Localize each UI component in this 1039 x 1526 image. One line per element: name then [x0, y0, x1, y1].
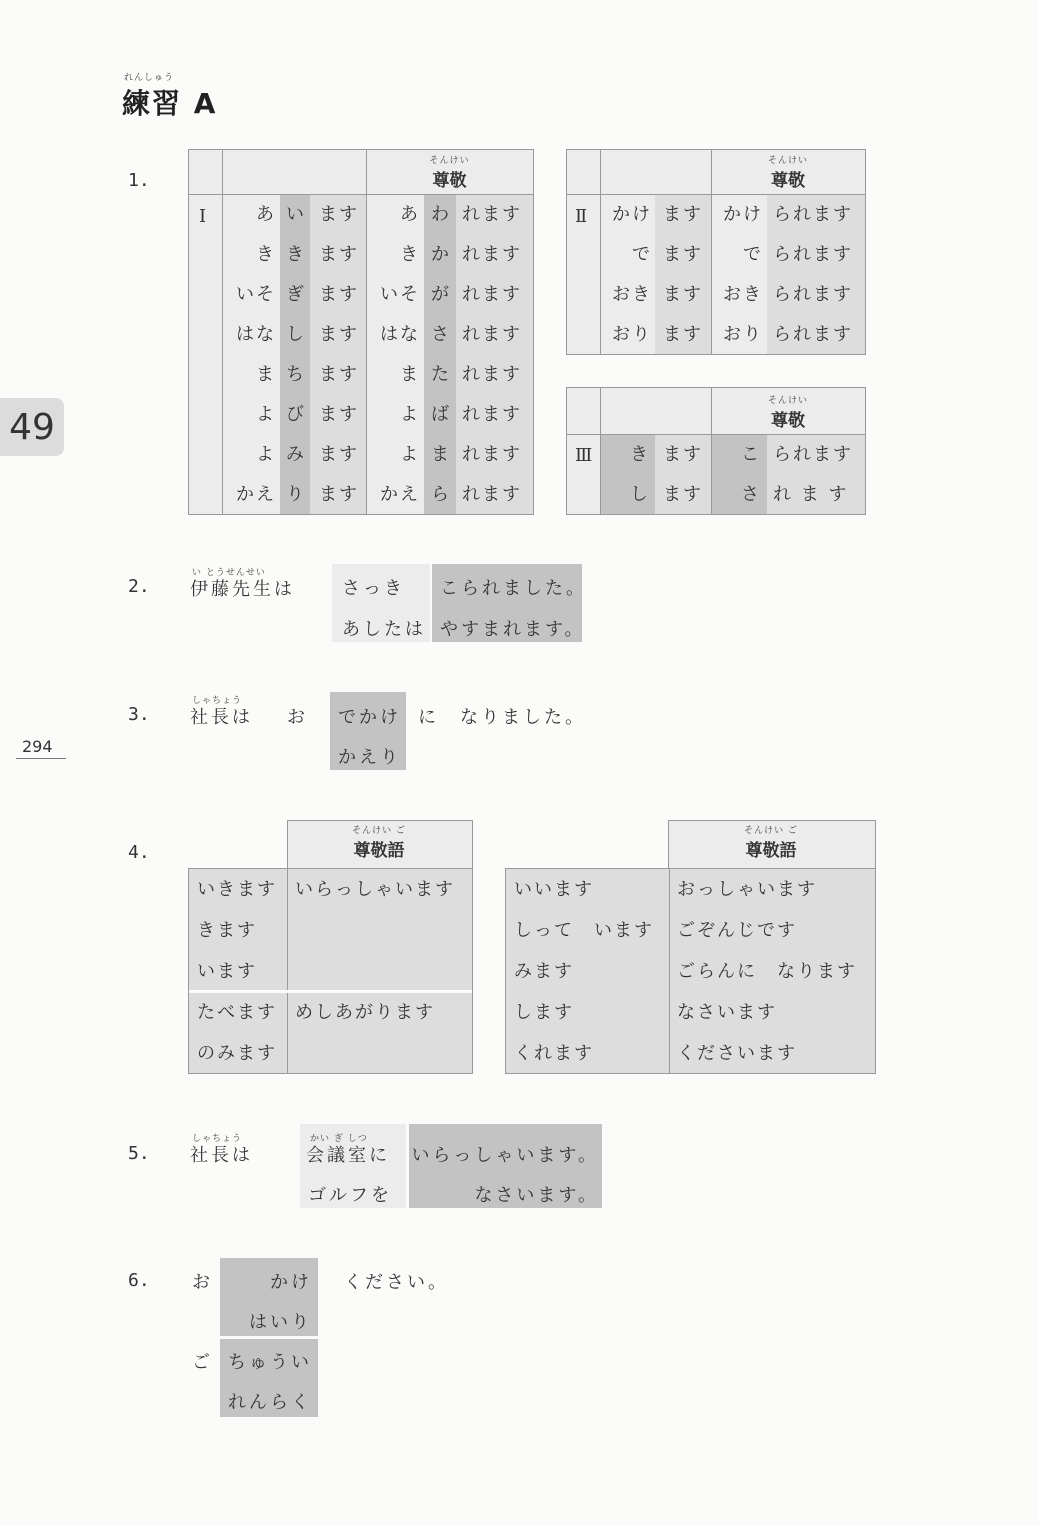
- table-group-1: [188, 149, 534, 515]
- g2-stem: で: [632, 244, 652, 265]
- ex4-left-table: [188, 868, 473, 1074]
- group-label-1: Ⅰ: [199, 206, 209, 227]
- g1-masu: ます: [319, 204, 359, 225]
- g1-stem: いそ: [236, 284, 276, 305]
- g1-stem2: よ: [400, 444, 420, 465]
- g2-masu: ます: [663, 204, 703, 225]
- g3-masu: ます: [663, 444, 703, 465]
- g1-verb-i: き: [286, 244, 306, 265]
- ex6-opt-c: ちゅうい: [228, 1352, 312, 1373]
- ex5-opt2-b: なさいます。: [474, 1185, 599, 1206]
- ex6-opt-d: れんらく: [228, 1392, 312, 1413]
- exercise-2-number: 2.: [128, 576, 150, 597]
- g1-stem2: いそ: [380, 284, 420, 305]
- g1-verb-i: び: [286, 404, 306, 425]
- g2-rareru: られます: [773, 284, 853, 305]
- g2-stem: おき: [612, 284, 652, 305]
- ex3-subject: 社長は: [190, 707, 253, 728]
- g1-masu: ます: [319, 324, 359, 345]
- page-number: 294: [22, 737, 53, 756]
- ex6-prefix-o: お: [192, 1272, 213, 1293]
- group-label-2: Ⅱ: [575, 206, 590, 227]
- g1-masu: ます: [319, 284, 359, 305]
- g1-stem2: ま: [400, 364, 420, 385]
- g1-masu: ます: [319, 484, 359, 505]
- group-label-bg: [189, 194, 222, 514]
- ex3-prefix: お: [287, 707, 308, 728]
- g1-stem: よ: [256, 404, 276, 425]
- g1-verb-i: り: [286, 484, 306, 505]
- g1-verb-i: い: [286, 204, 306, 225]
- ex4-left-plain: たべます: [197, 1002, 277, 1023]
- g1-verb-i: み: [286, 444, 306, 465]
- table-group-2: [566, 149, 866, 355]
- ex4-right-plain: します: [514, 1002, 574, 1023]
- ex2-opt2-b: やすまれます。: [440, 619, 586, 640]
- ex2-opt2-a: こられました。: [440, 578, 587, 599]
- table-group-3: [566, 387, 866, 515]
- g1-reru: れます: [462, 204, 522, 225]
- g1-stem2: はな: [380, 324, 420, 345]
- ex4-right-plain: くれます: [514, 1043, 594, 1064]
- sonkei-header-2: そんけい 尊敬: [767, 156, 808, 191]
- g2-stem2: で: [743, 244, 763, 265]
- ex2-opt1-b: あしたは: [342, 619, 426, 640]
- ex3-opt-a: でかけ: [338, 707, 401, 728]
- ex2-subject: 伊藤先生は: [190, 579, 295, 600]
- ex4-left-keigo: めしあがります: [295, 1002, 435, 1023]
- g1-masu: ます: [319, 244, 359, 265]
- ex5-place-ruby: かい ぎ しつ: [310, 1134, 368, 1144]
- ex4-right-keigo: ごらんに なります: [677, 961, 857, 982]
- g1-stem: あ: [256, 204, 276, 225]
- ex2-opt1-a: さっき: [342, 578, 405, 599]
- exercise-6-number: 6.: [128, 1270, 150, 1291]
- ex4-right-plain: みます: [514, 961, 574, 982]
- g1-verb-a: ら: [431, 484, 451, 505]
- g2-stem2: おき: [723, 284, 763, 305]
- g1-reru: れます: [462, 484, 522, 505]
- g3-stem: き: [630, 444, 650, 465]
- g2-stem2: かけ: [723, 204, 763, 225]
- g1-verb-a: ば: [431, 404, 451, 425]
- ex3-subject-ruby: しゃちょう: [192, 696, 243, 706]
- g1-masu: ます: [319, 404, 359, 425]
- ex5-subject-ruby: しゃちょう: [192, 1134, 243, 1144]
- g1-verb-i: ぎ: [286, 284, 306, 305]
- g1-masu: ます: [319, 364, 359, 385]
- g2-rareru: られます: [773, 244, 853, 265]
- ex4-left-plain: のみます: [197, 1043, 277, 1064]
- group-label-3: Ⅲ: [575, 445, 595, 466]
- title-ruby: れんしゅう: [124, 73, 175, 83]
- g2-masu: ます: [663, 284, 703, 305]
- page-number-rule: [16, 758, 66, 759]
- g1-stem2: あ: [400, 204, 420, 225]
- ex6-suffix: ください。: [344, 1272, 449, 1293]
- g1-reru: れます: [462, 244, 522, 265]
- ex4-right-keigo: くださいます: [677, 1043, 797, 1064]
- g2-rareru: られます: [773, 204, 853, 225]
- ex4-left-header-text: そんけい ご 尊敬語: [352, 826, 406, 861]
- ex4-right-plain: いいます: [514, 879, 594, 900]
- g1-verb-i: ち: [286, 364, 306, 385]
- g1-stem2: き: [400, 244, 420, 265]
- ex5-opt2-a: いらっしゃいます。: [411, 1145, 599, 1166]
- sonkei-header: そんけい 尊敬: [429, 156, 470, 191]
- g1-verb-a: た: [431, 364, 451, 385]
- g1-reru: れます: [462, 404, 522, 425]
- g1-verb-i: し: [286, 324, 306, 345]
- ex4-left-plain: きます: [197, 920, 257, 941]
- g1-stem: き: [256, 244, 276, 265]
- page-title: 練習 A: [122, 87, 218, 120]
- g1-reru: れます: [462, 284, 522, 305]
- ex5-opt1-a: 会議室に: [306, 1145, 390, 1166]
- g1-verb-a: さ: [431, 324, 451, 345]
- g1-stem: はな: [236, 324, 276, 345]
- exercise-1-number: 1.: [128, 170, 150, 191]
- g1-masu: ます: [319, 444, 359, 465]
- g3-stem: し: [630, 484, 650, 505]
- ex4-right-plain: しって います: [514, 920, 654, 941]
- ex5-subject: 社長は: [190, 1145, 253, 1166]
- g1-reru: れます: [462, 324, 522, 345]
- g3-masu: ます: [663, 484, 703, 505]
- g1-stem: ま: [256, 364, 276, 385]
- g3-stem2: さ: [741, 484, 761, 505]
- ex4-right-keigo: ごぞんじです: [677, 920, 797, 941]
- g2-stem: おり: [612, 324, 652, 345]
- g3-stem2: こ: [741, 444, 761, 465]
- chapter-tab: 49: [0, 398, 64, 456]
- ex4-left-keigo: いらっしゃいます: [295, 879, 455, 900]
- exercise-3-number: 3.: [128, 704, 150, 725]
- g2-masu: ます: [663, 244, 703, 265]
- g2-masu: ます: [663, 324, 703, 345]
- ex4-right-keigo: おっしゃいます: [677, 879, 817, 900]
- ex4-left-plain: います: [197, 961, 257, 982]
- ex3-opt-b: かえり: [338, 747, 401, 768]
- g1-stem: よ: [256, 444, 276, 465]
- ex4-left-plain: いきます: [197, 879, 277, 900]
- g3-rareru: られます: [773, 444, 853, 465]
- g1-verb-a: が: [431, 284, 451, 305]
- g2-rareru: られます: [773, 324, 853, 345]
- ex4-right-table: [505, 868, 876, 1074]
- g3-rareru: れ ま す: [773, 484, 849, 505]
- ex4-right-header-text: そんけい ご 尊敬語: [744, 826, 798, 861]
- g1-stem: かえ: [236, 484, 276, 505]
- sonkei-header-3: そんけい 尊敬: [767, 396, 808, 431]
- g1-stem2: かえ: [380, 484, 420, 505]
- g1-reru: れます: [462, 444, 522, 465]
- g1-stem2: よ: [400, 404, 420, 425]
- exercise-5-number: 5.: [128, 1143, 150, 1164]
- ex5-opt1-b: ゴルフを: [308, 1185, 392, 1206]
- ex6-opt-b: はいり: [249, 1312, 312, 1333]
- g1-reru: れます: [462, 364, 522, 385]
- g2-stem2: おり: [723, 324, 763, 345]
- ex4-right-keigo: なさいます: [677, 1002, 777, 1023]
- ex3-suffix: に なりました。: [418, 707, 586, 728]
- g2-stem: かけ: [612, 204, 652, 225]
- g1-verb-a: か: [431, 244, 451, 265]
- g1-verb-a: わ: [431, 204, 451, 225]
- g1-verb-a: ま: [431, 444, 451, 465]
- exercise-4-number: 4.: [128, 842, 150, 863]
- ex6-opt-a: かけ: [270, 1272, 312, 1293]
- ex6-prefix-go: ご: [192, 1352, 213, 1373]
- ex2-subject-ruby: い とうせんせい: [192, 568, 266, 578]
